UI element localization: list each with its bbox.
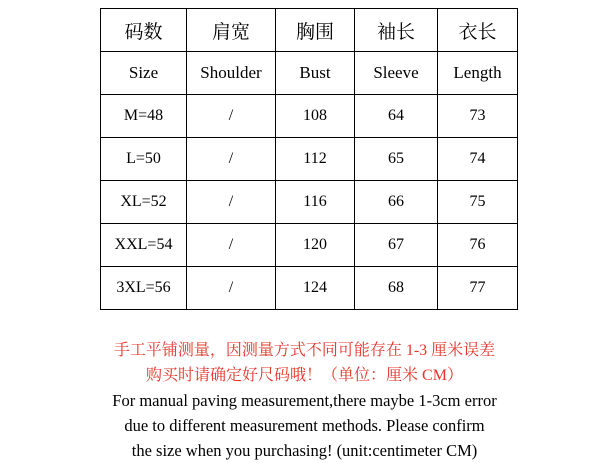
table-row bbox=[101, 267, 518, 310]
table-cell: 67 bbox=[355, 224, 438, 267]
table-cell: / bbox=[187, 138, 276, 181]
table-cell: M=48 bbox=[101, 95, 187, 138]
table-header-cell: 码数 bbox=[101, 9, 187, 52]
note-cn-line-1: 手工平铺测量，因测量方式不同可能存在 1-3 厘米误差 bbox=[113, 342, 496, 359]
table-cell: 64 bbox=[355, 95, 438, 138]
table-cell: 65 bbox=[355, 138, 438, 181]
table-cell: / bbox=[187, 267, 276, 310]
table-cell: 108 bbox=[276, 95, 355, 138]
note-en-line-1: For manual paving measurement,there maybe 1-3cm error bbox=[112, 391, 497, 410]
table-header-row-cn bbox=[101, 9, 518, 52]
size-table-container bbox=[100, 8, 512, 310]
size-table bbox=[100, 8, 518, 310]
table-header-cell: Length bbox=[438, 52, 518, 95]
table-header-cell: Shoulder bbox=[187, 52, 276, 95]
table-row bbox=[101, 224, 518, 267]
table-cell: L=50 bbox=[101, 138, 187, 181]
table-cell: / bbox=[187, 181, 276, 224]
note-en-line-3: the size when you purchasing! (unit:centimeter CM) bbox=[131, 441, 478, 460]
table-header-cell: Size bbox=[101, 52, 187, 95]
table-cell: 76 bbox=[438, 224, 518, 267]
table-header-cell: 肩宽 bbox=[187, 9, 276, 52]
table-cell: 116 bbox=[276, 181, 355, 224]
table-cell: 112 bbox=[276, 138, 355, 181]
table-cell: / bbox=[187, 224, 276, 267]
table-cell: 74 bbox=[438, 138, 518, 181]
table-cell: 66 bbox=[355, 181, 438, 224]
table-cell: 77 bbox=[438, 267, 518, 310]
table-cell: 120 bbox=[276, 224, 355, 267]
table-header-cell: 衣长 bbox=[438, 9, 518, 52]
table-header-cell: Bust bbox=[276, 52, 355, 95]
table-cell: 68 bbox=[355, 267, 438, 310]
table-cell: / bbox=[187, 95, 276, 138]
table-header-cell: 袖长 bbox=[355, 9, 438, 52]
note-cn-line-2: 购买时请确定好尺码哦！（单位：厘米 CM） bbox=[146, 367, 463, 384]
table-cell: XXL=54 bbox=[101, 224, 187, 267]
table-cell: 73 bbox=[438, 95, 518, 138]
table-header-cell: 胸围 bbox=[276, 9, 355, 52]
table-cell: 124 bbox=[276, 267, 355, 310]
table-cell: XL=52 bbox=[101, 181, 187, 224]
table-row bbox=[101, 95, 518, 138]
table-header-row-en bbox=[101, 52, 518, 95]
table-row bbox=[101, 138, 518, 181]
table-header-cell: Sleeve bbox=[355, 52, 438, 95]
table-cell: 3XL=56 bbox=[101, 267, 187, 310]
measurement-notes bbox=[0, 338, 609, 463]
table-cell: 75 bbox=[438, 181, 518, 224]
table-row bbox=[101, 181, 518, 224]
note-en-line-2: due to different measurement methods. Please confirm bbox=[124, 416, 485, 435]
